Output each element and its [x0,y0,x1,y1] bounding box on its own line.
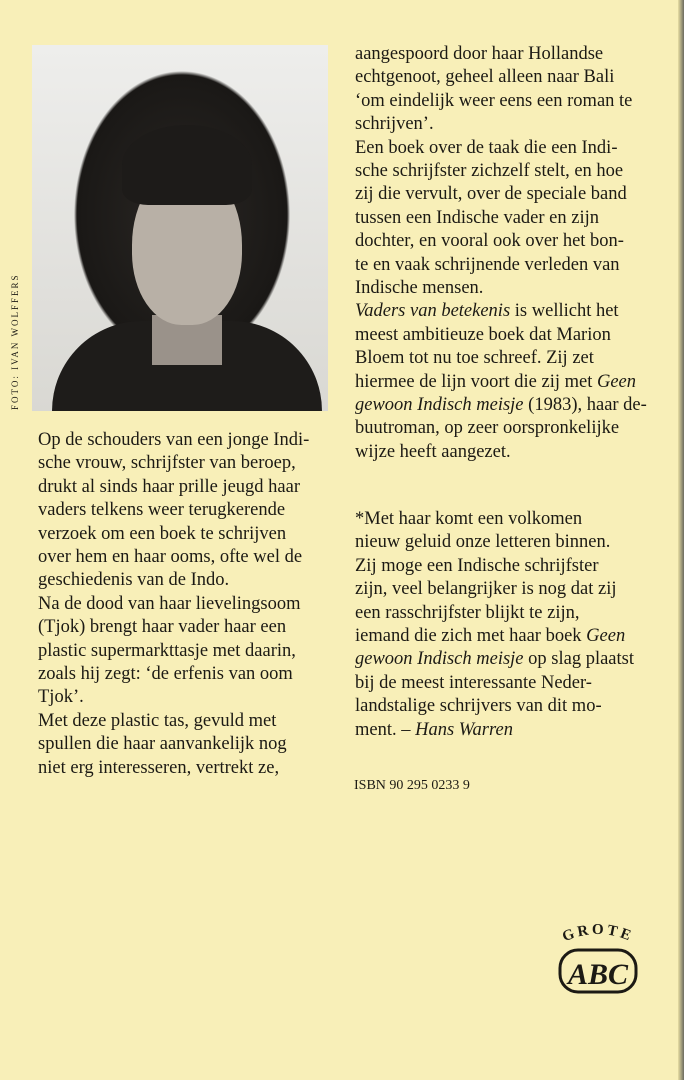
text-line [355,625,625,647]
text-line [355,66,614,88]
text-segment: Na de dood van haar lievelingsoom [38,593,301,614]
text-segment: schrijven’. [355,114,434,135]
text-segment: (Tjok) brengt haar vader haar een [38,617,287,638]
text-segment: Met deze plastic tas, gevuld met [38,710,277,731]
text-line [355,672,592,694]
text-line [38,640,296,662]
text-segment: Bloem tot nu toe schreef. Zij zet [355,348,594,369]
text-segment: op slag plaatst [523,649,634,670]
text-line [355,417,619,439]
text-line [355,441,511,463]
text-segment: zij die vervult, over de speciale band [355,184,627,205]
text-line [38,546,302,568]
text-segment: ment. – [355,719,416,740]
svg-text:GROTE [560,922,635,945]
text-line [355,183,627,205]
text-line [355,254,620,276]
author-photo [32,45,328,411]
text-line [38,569,229,591]
text-segment: een rasschrijfster blijkt te zijn, [355,602,580,623]
photo-credit: FOTO: IVAN WOLFFERS [10,273,20,410]
text-segment: meest ambitieuze boek dat Marion [355,324,611,345]
text-line [38,733,287,755]
text-segment: nieuw geluid onze letteren binnen. [355,532,611,553]
italic-title: gewoon Indisch meisje [355,649,524,670]
text-segment: landstalige schrijvers van dit mo- [355,696,602,717]
grote-abc-logo [548,920,648,1000]
text-segment: is wellicht het [510,301,619,322]
text-line [355,137,617,159]
text-line [38,663,293,685]
text-line [355,347,594,369]
book-edge [678,0,684,1080]
italic-title: gewoon Indisch meisje [355,395,524,415]
text-segment: vaders telkens weer terugkerende [38,500,286,521]
text-line [355,719,513,741]
text-segment: zoals hij zegt: ‘de erfenis van oom [38,664,293,684]
text-line [38,710,276,732]
text-segment: echtgenoot, geheel alleen naar Bali [355,67,615,88]
text-line [355,300,619,322]
text-line [38,452,296,474]
text-line [355,277,483,299]
text-line [38,757,279,779]
text-line [355,695,602,717]
text-segment: *Met haar komt een volkomen [355,509,583,529]
italic-title: Geen [586,626,626,646]
text-segment: te en vaak schrijnende verleden van [355,254,620,275]
isbn: ISBN 90 295 0233 9 [354,778,470,793]
text-line [355,43,603,65]
text-segment: ‘om eindelijk weer eens een roman te [355,90,633,111]
text-line [355,578,616,600]
text-line [38,686,84,708]
text-line [355,555,599,577]
text-line [38,499,285,521]
logo-top-text: GROTE [560,921,636,946]
text-segment: tussen een Indische vader en zijn [355,207,600,228]
text-segment: verzoek om een boek te schrijven [38,523,287,544]
text-segment: Een boek over de taak die een Indi- [355,137,618,158]
italic-title: Vaders van betekenis [355,301,511,322]
text-segment: hiermee de lijn voort die zij met [355,371,597,392]
text-segment: buutroman, op zeer oorspronkelijke [355,418,620,439]
text-line [38,593,301,615]
text-segment: sche schrijfster zichzelf stelt, en hoe [355,161,624,181]
italic-title: Geen [596,371,637,392]
text-segment: geschiedenis van de Indo. [38,570,230,591]
text-line [38,429,309,451]
text-line [38,476,300,498]
text-segment: aangespoord door haar Hollandse [355,44,604,64]
text-segment: plastic supermarkttasje met daarin, [38,640,296,661]
text-line [355,324,611,346]
text-segment: spullen die haar aanvankelijk nog [38,734,287,755]
text-line [355,648,634,670]
text-segment: niet erg interesseren, vertrekt ze, [38,757,280,778]
text-line [355,531,610,553]
text-segment: drukt al sinds haar prille jeugd haar [38,476,300,497]
text-segment: dochter, en vooral ook over het bon- [355,231,624,252]
text-segment: (1983), haar de- [523,395,647,415]
text-line [355,160,623,182]
text-line [355,113,434,135]
text-line [355,602,580,624]
text-segment: Zij moge een Indische schrijfster [355,555,599,576]
text-segment: Tjok’. [38,687,84,708]
text-segment: bij de meest interessante Neder- [355,672,592,693]
text-line [355,371,636,393]
text-line [355,508,582,530]
text-segment: over hem en haar ooms, ofte wel de [38,547,303,567]
text-line [38,616,286,638]
text-segment: Indische mensen. [355,278,484,298]
text-line [355,207,599,229]
text-segment: wijze heeft aangezet. [355,441,511,462]
text-line [355,90,632,112]
logo-main-text: ABC [567,958,629,991]
italic-title: Hans Warren [415,719,513,740]
text-line [355,394,647,416]
text-line [38,523,286,545]
text-segment: zijn, veel belangrijker is nog dat zij [355,579,617,600]
text-segment: iemand die zich met haar boek [355,626,587,646]
text-segment: Op de schouders van een jonge Indi- [38,430,310,450]
text-segment: sche vrouw, schrijfster van beroep, [38,453,296,474]
text-line [355,230,624,252]
